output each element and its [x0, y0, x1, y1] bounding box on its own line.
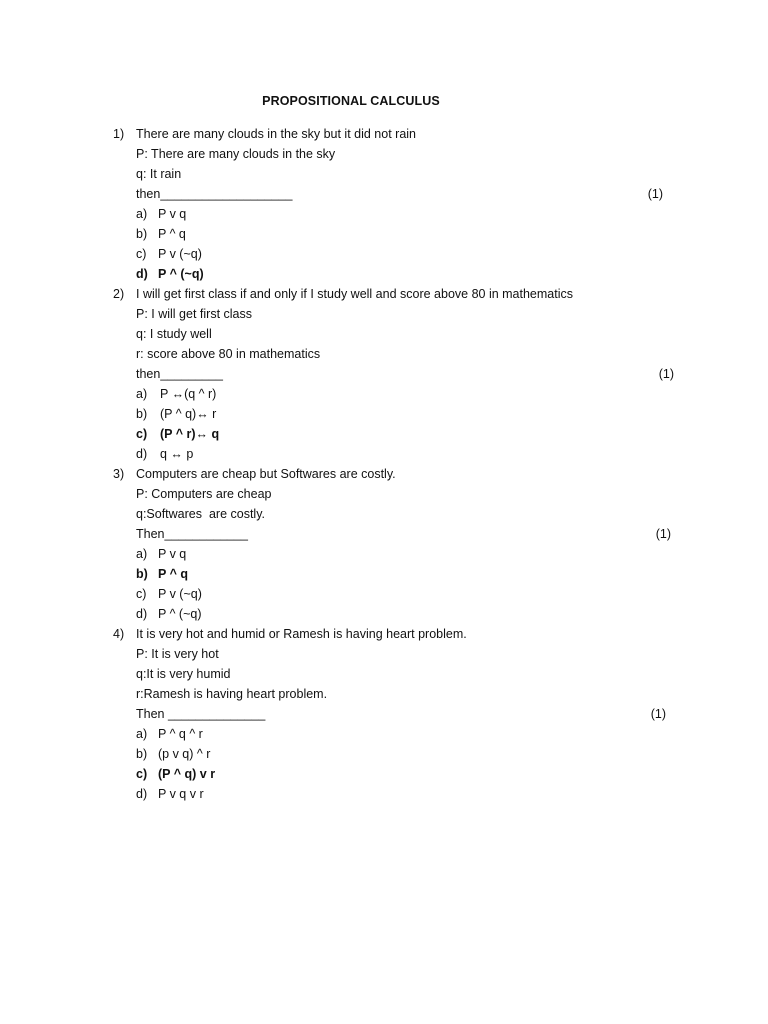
option-text: q ↔ p: [160, 447, 194, 461]
option-b: [0, 224, 768, 244]
option-a: [0, 724, 768, 744]
option-c: [0, 584, 768, 604]
option-text: P ^ (~q): [158, 607, 202, 621]
option-d-correct: [0, 264, 768, 284]
option-text: P ^ q ^ r: [158, 727, 203, 741]
definition: q: I study well: [136, 327, 212, 341]
definition: P: Computers are cheap: [136, 487, 272, 501]
marks-label: (1): [658, 367, 674, 381]
definition-line: [0, 504, 768, 524]
option-text: P ^ (~q): [158, 267, 204, 281]
definition: q:It is very humid: [136, 667, 231, 681]
option-letter: d): [136, 267, 148, 281]
question-2-stem-line: [0, 284, 768, 304]
option-text: P ^ q: [158, 567, 188, 581]
option-a: [0, 204, 768, 224]
option-a: [0, 544, 768, 564]
option-d: [0, 444, 768, 464]
option-letter: a): [136, 727, 148, 741]
option-text: (P ^ q)↔ r: [160, 407, 217, 421]
option-letter: c): [136, 427, 148, 441]
option-letter: d): [136, 787, 148, 801]
definition: q: It rain: [136, 167, 182, 181]
definition-line: [0, 164, 768, 184]
option-b: [0, 744, 768, 764]
definition-line: [0, 664, 768, 684]
option-text: P v (~q): [158, 587, 202, 601]
question-stem: I will get first class if and only if I study well and score above 80 in mathematics: [136, 287, 573, 301]
definition-line: [0, 644, 768, 664]
option-text: P v q: [158, 207, 187, 221]
option-letter: d): [136, 607, 148, 621]
option-letter: b): [136, 407, 148, 421]
marks-label: (1): [650, 707, 666, 721]
question-stem: There are many clouds in the sky but it did not rain: [136, 127, 417, 141]
option-d: [0, 784, 768, 804]
question-1-stem-line: [0, 124, 768, 144]
option-letter: c): [136, 587, 147, 601]
option-text: P v q v r: [158, 787, 204, 801]
question-number: 3): [113, 467, 125, 481]
definition: r: score above 80 in mathematics: [136, 347, 321, 361]
definition: P: There are many clouds in the sky: [136, 147, 336, 161]
page-title: PROPOSITIONAL CALCULUS: [262, 94, 440, 108]
option-d: [0, 604, 768, 624]
then-line: [0, 184, 663, 204]
then-blank: then_________: [136, 367, 223, 381]
option-letter: a): [136, 387, 148, 401]
definition: r:Ramesh is having heart problem.: [136, 687, 328, 701]
option-text: P v q: [158, 547, 187, 561]
then-blank: then___________________: [136, 187, 293, 201]
option-letter: b): [136, 227, 148, 241]
option-letter: b): [136, 567, 148, 581]
question-4-stem-line: [0, 624, 768, 644]
definition-line: [0, 684, 768, 704]
option-letter: b): [136, 747, 148, 761]
option-letter: c): [136, 247, 147, 261]
then-blank: Then____________: [136, 527, 248, 541]
then-line: [0, 704, 666, 724]
option-c-correct: [0, 764, 768, 784]
marks-label: (1): [655, 527, 671, 541]
option-a: [0, 384, 768, 404]
option-letter: d): [136, 447, 148, 461]
definition-line: [0, 344, 768, 364]
definition-line: [0, 144, 768, 164]
option-text: (P ^ r)↔ q: [160, 427, 220, 441]
question-number: 4): [113, 627, 125, 641]
question-stem: It is very hot and humid or Ramesh is having heart problem.: [136, 627, 467, 641]
option-text: (P ^ q) v r: [158, 767, 216, 781]
option-c: [0, 244, 768, 264]
option-text: P v (~q): [158, 247, 202, 261]
option-c-correct: [0, 424, 768, 444]
then-line: [0, 364, 674, 384]
option-letter: a): [136, 207, 148, 221]
definition-line: [0, 304, 768, 324]
option-b: [0, 404, 768, 424]
definition-line: [0, 484, 768, 504]
question-number: 2): [113, 287, 125, 301]
then-line: [0, 524, 671, 544]
option-text: P ↔(q ^ r): [160, 387, 217, 401]
option-text: (p v q) ^ r: [158, 747, 211, 761]
option-letter: c): [136, 767, 148, 781]
definition: q:Softwares are costly.: [136, 507, 265, 521]
option-b-correct: [0, 564, 768, 584]
question-number: 1): [113, 127, 125, 141]
definition: P: It is very hot: [136, 647, 219, 661]
option-text: P ^ q: [158, 227, 186, 241]
definition-line: [0, 324, 768, 344]
marks-label: (1): [647, 187, 663, 201]
question-stem: Computers are cheap but Softwares are costly.: [136, 467, 396, 481]
question-3-stem-line: [0, 464, 768, 484]
option-letter: a): [136, 547, 148, 561]
definition: P: I will get first class: [136, 307, 252, 321]
then-blank: Then ______________: [136, 707, 266, 721]
